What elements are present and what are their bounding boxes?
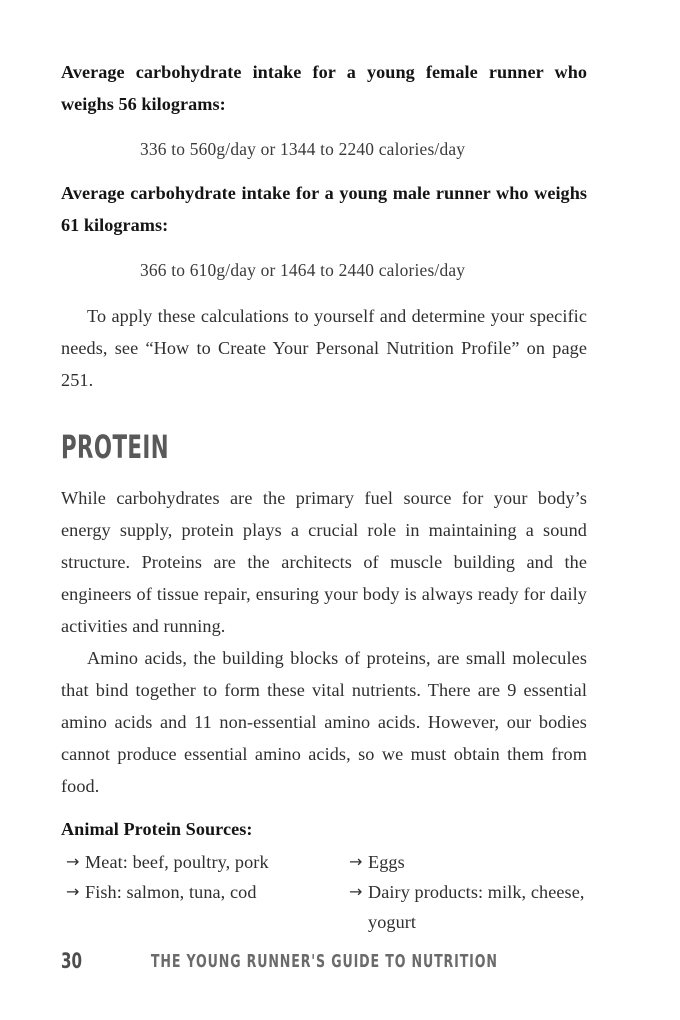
list-item (61, 877, 344, 907)
list-item (61, 847, 344, 877)
list-item-label: Meat: beef, poultry, pork (85, 852, 269, 872)
page-content (61, 56, 587, 937)
male-intake-lead: Average carbohydrate intake for a young male runner who weighs 61 kilograms: (61, 183, 587, 235)
list-column-left (61, 847, 344, 937)
page-footer (61, 948, 587, 978)
spacer (61, 802, 587, 815)
female-intake-lead: Average carbohydrate intake for a young female runner who weighs 56 kilograms: (61, 62, 587, 114)
spacer (61, 241, 587, 255)
list-column-right (344, 847, 587, 937)
arrow-right-icon: → (66, 852, 80, 871)
page-number: 30 (61, 949, 83, 973)
list-item-label: Dairy products: milk, cheese, yogurt (368, 882, 585, 932)
animal-protein-sources-heading: Animal Protein Sources: (61, 819, 253, 839)
spacer (61, 164, 587, 177)
arrow-right-icon: → (66, 882, 80, 901)
section-heading-protein: PROTEIN (61, 428, 170, 466)
list-item (344, 847, 587, 877)
running-head-label: THE YOUNG RUNNER'S GUIDE TO NUTRITION (150, 951, 498, 972)
running-head (61, 951, 587, 973)
protein-paragraph-1: While carbohydrates are the primary fuel source for your body’s energy supply, protein plays a crucial role in maintaining a sound structure. Proteins are the architects of muscle building and the engineers of tissue repair, ensuring your body is always ready for daily activities and running. (61, 488, 587, 636)
protein-paragraph-2: Amino acids, the building blocks of proteins, are small molecules that bind together to form these vital nutrients. There are 9 essential amino acids and 11 non-essential amino acids. However, our bodies cannot produce essential amino acids, so we must obtain them from food. (61, 648, 587, 796)
arrow-right-icon: → (349, 882, 363, 901)
spacer (61, 120, 587, 134)
spacer (61, 285, 587, 300)
male-intake-value: 366 to 610g/day or 1464 to 2440 calories/day (140, 260, 466, 280)
arrow-right-icon: → (349, 852, 363, 871)
list-item-label: Eggs (368, 852, 405, 872)
apply-calculations-paragraph: To apply these calculations to yourself and determine your specific needs, see “How to Create Your Personal Nutrition Profile” on page 251. (61, 306, 587, 390)
list-item (344, 877, 587, 937)
animal-protein-sources-list (61, 847, 587, 937)
list-item-label: Fish: salmon, tuna, cod (85, 882, 257, 902)
section-heading-wrapper (61, 430, 587, 466)
female-intake-value: 336 to 560g/day or 1344 to 2240 calories/day (140, 139, 466, 159)
